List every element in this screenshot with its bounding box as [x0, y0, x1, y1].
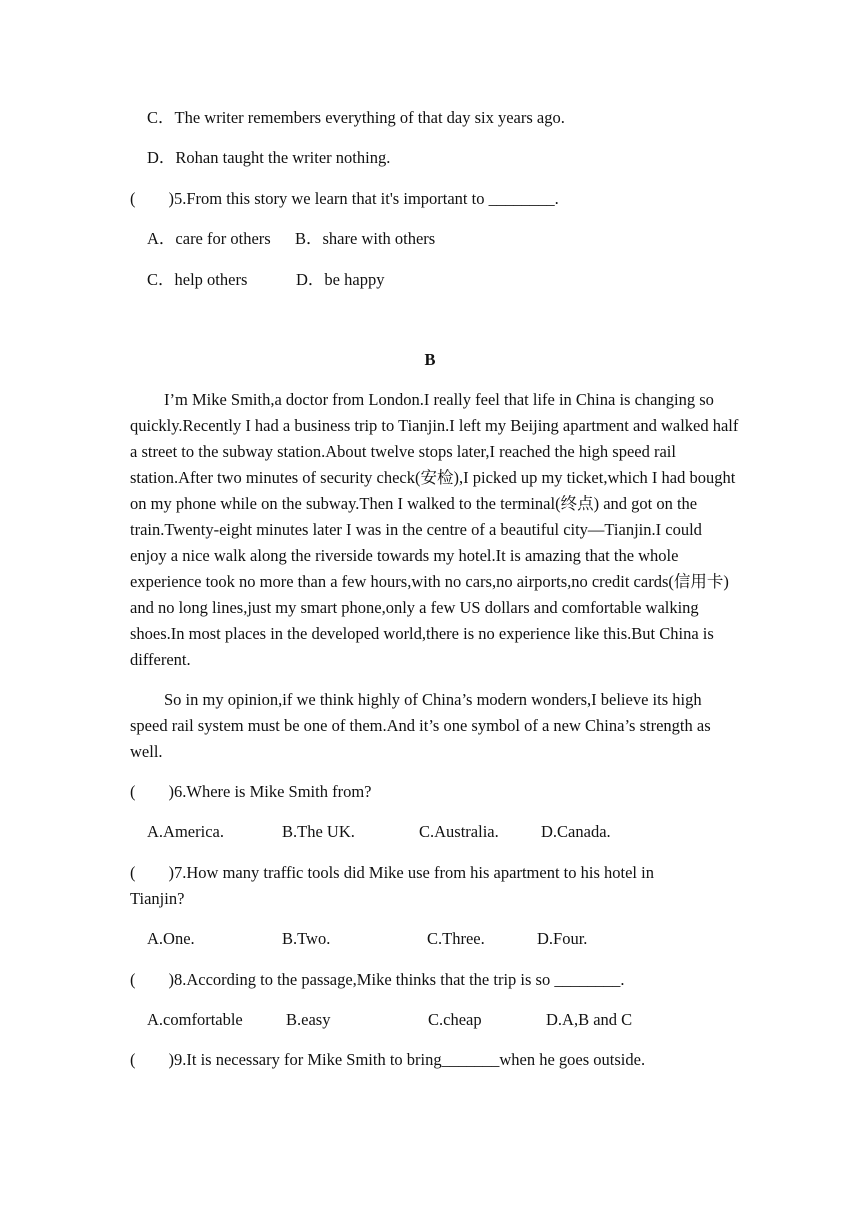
q6-option-a: A.America. [147, 822, 224, 841]
q6-option-b: B.The UK. [282, 822, 355, 841]
q8-option-b: B.easy [286, 1010, 331, 1029]
q5-option-d: D．be happy [296, 270, 385, 289]
q7-stem-line-1: ( )7.How many traffic tools did Mike use from his apartment to his hotel in [130, 863, 654, 882]
q4-option-d: D．Rohan taught the writer nothing. [147, 148, 391, 167]
q5-option-c: C．help others [147, 270, 248, 289]
q7-option-d: D.Four. [537, 929, 588, 948]
q6-option-d: D.Canada. [541, 822, 611, 841]
q8-option-d: D.A,B and C [546, 1010, 633, 1029]
q5-option-b: B．share with others [295, 229, 436, 248]
q8-option-c: C.cheap [428, 1010, 482, 1029]
q6-option-c: C.Australia. [419, 822, 499, 841]
q7-option-c: C.Three. [427, 929, 485, 948]
q8-option-a: A.comfortable [147, 1010, 243, 1029]
passage-paragraph-1-text: I’m Mike Smith,a doctor from London.I really feel that life in China is changing so quickly.Recently I had a business trip to Tianjin.I left my Beijing apartment and walked half a street to the subway station.About twelve stops later,I reached the high speed rail station.After two minutes of security check(安检),I picked up my ticket,which I had bought on my phone while on the subway.Then I walked to the terminal(终点) and got on the train.Twenty-eight minutes later I was in the centre of a beautiful city—Tianjin.I could enjoy a nice walk along the riverside towards my hotel.It is amazing that the whole experience took no more than a few hours,with no cars,no airports,no credit cards(信用卡) and no long lines,just my smart phone,only a few US dollars and comfortable walking shoes.In most places in the developed world,there is no experience like this.But China is different. [130, 390, 739, 669]
q9-stem: ( )9.It is necessary for Mike Smith to bring_______when he goes outside. [130, 1050, 646, 1069]
q7-option-b: B.Two. [282, 929, 331, 948]
q7-option-a: A.One. [147, 929, 195, 948]
q6-stem: ( )6.Where is Mike Smith from? [130, 782, 372, 801]
q7-stem-line-2: Tianjin? [130, 889, 185, 908]
q8-stem: ( )8.According to the passage,Mike thinks that the trip is so ________. [130, 970, 625, 989]
passage-paragraph-2-text: So in my opinion,if we think highly of China’s modern wonders,I believe its high speed rail system must be one of them.And it’s one symbol of a new China’s strength as well. [130, 690, 711, 761]
section-title: B [424, 350, 436, 369]
passage-paragraph-1 [130, 387, 740, 673]
q5-stem: ( )5.From this story we learn that it's important to ________. [130, 189, 559, 208]
q5-option-a: A．care for others [147, 229, 271, 248]
passage-paragraph-2 [130, 687, 740, 765]
q4-option-c: C．The writer remembers everything of that day six years ago. [147, 108, 565, 127]
